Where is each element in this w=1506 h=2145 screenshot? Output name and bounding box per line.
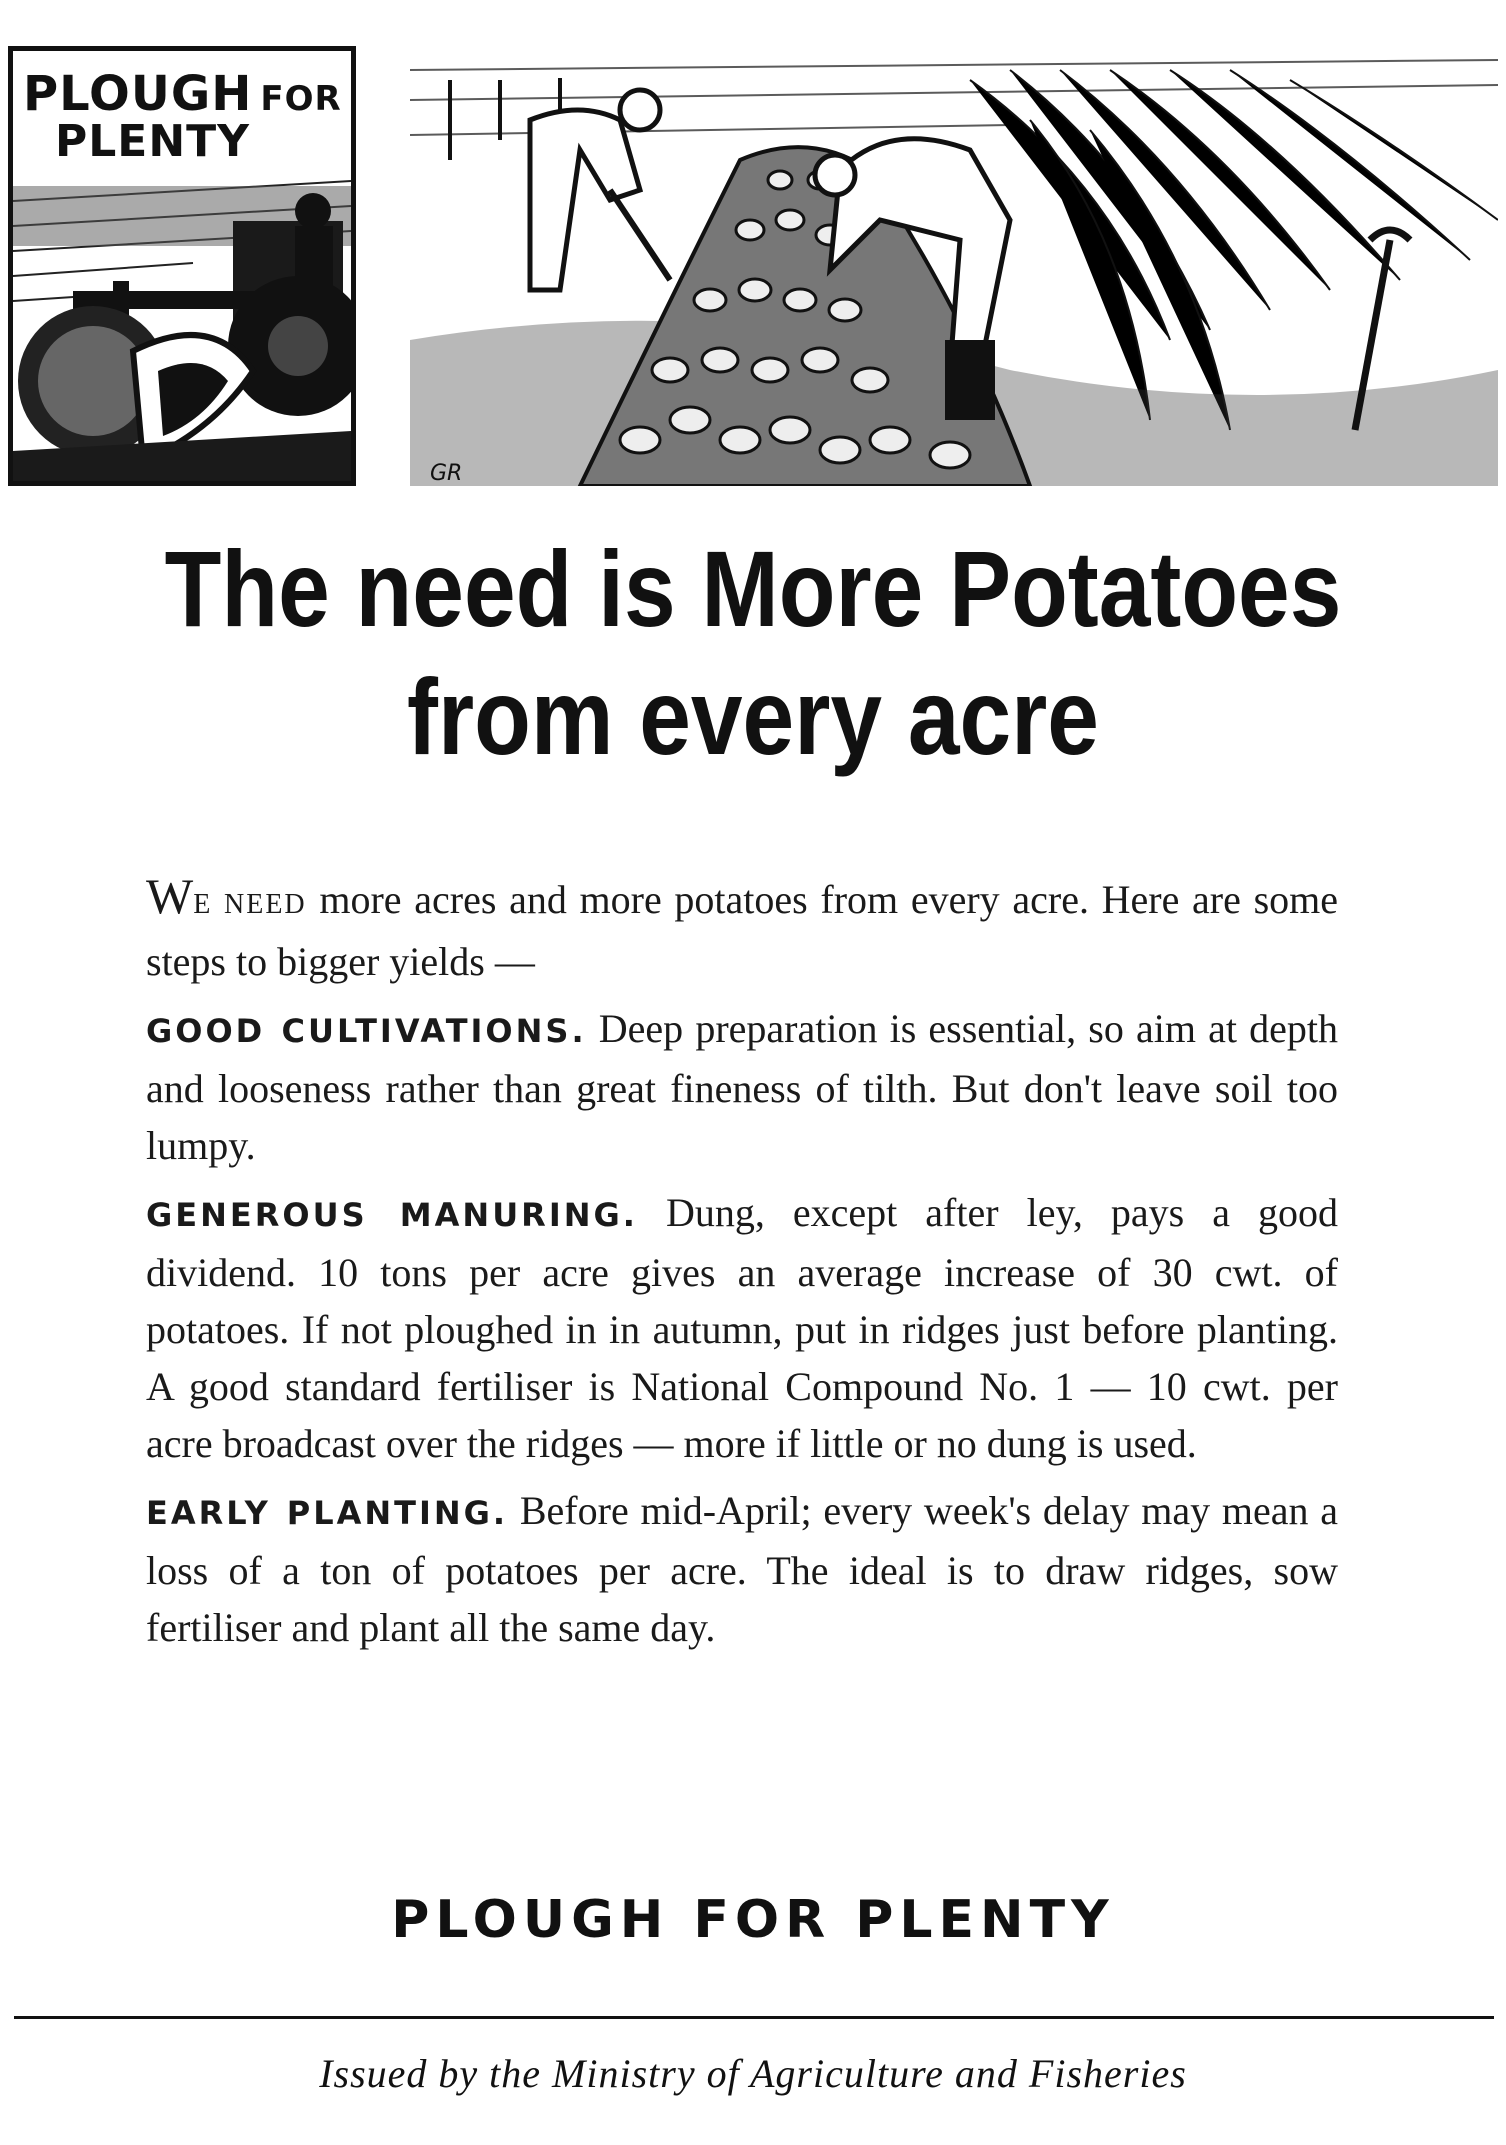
headline [105, 525, 1400, 781]
intro-text: more acres and more potatoes from every acre. Here are some steps to bigger yields — [146, 877, 1339, 984]
potato-harvest-illustration [410, 40, 1498, 486]
section-early-planting [146, 1482, 1338, 1656]
slogan: PLOUGH FOR PLENTY [391, 1890, 1115, 1950]
logo-title [23, 66, 353, 168]
section-generous-manuring [146, 1184, 1338, 1472]
footer-divider [14, 2016, 1494, 2019]
artist-signature: GR [430, 461, 463, 486]
section-text: Deep preparation is essential, so aim at depth and looseness rather than great fineness of tilth. But don't leave soil too lumpy. [146, 1006, 1339, 1168]
logo-word-for: FOR [260, 79, 342, 119]
section-text: Dung, except after ley, pays a good dividend. 10 tons per acre gives an average increase of 30 cwt. of potatoes. If not ploughed in in autumn, put in ridges just before planting. A good standard fertiliser is National Compound No. 1 — 10 cwt. per acre broadcast over the ridges — more if little or no dung is used. [146, 1190, 1338, 1466]
intro-paragraph [146, 868, 1338, 990]
section-heading: GOOD CULTIVATIONS. [146, 1012, 587, 1050]
section-heading: EARLY PLANTING. [146, 1494, 509, 1532]
body-copy [146, 868, 1338, 1666]
headline-line-2: from every acre [407, 656, 1099, 777]
issuer-credit: Issued by the Ministry of Agriculture and Fisheries [319, 2051, 1187, 2096]
section-text: Before mid-April; every week's delay may mean a loss of a ton of potatoes per acre. The ideal is to draw ridges, sow fertiliser and plant all the same day. [146, 1488, 1339, 1650]
intro-smallcaps: E NEED [193, 889, 307, 920]
logo-word-plough: PLOUGH [23, 66, 253, 122]
plough-for-plenty-logo [8, 46, 356, 486]
section-heading: GENEROUS MANURING. [146, 1196, 638, 1234]
headline-line-1: The need is More Potatoes [164, 528, 1342, 649]
intro-dropcap: W [146, 868, 194, 924]
logo-word-plenty: PLENTY [55, 116, 251, 168]
section-good-cultivations [146, 1000, 1338, 1174]
